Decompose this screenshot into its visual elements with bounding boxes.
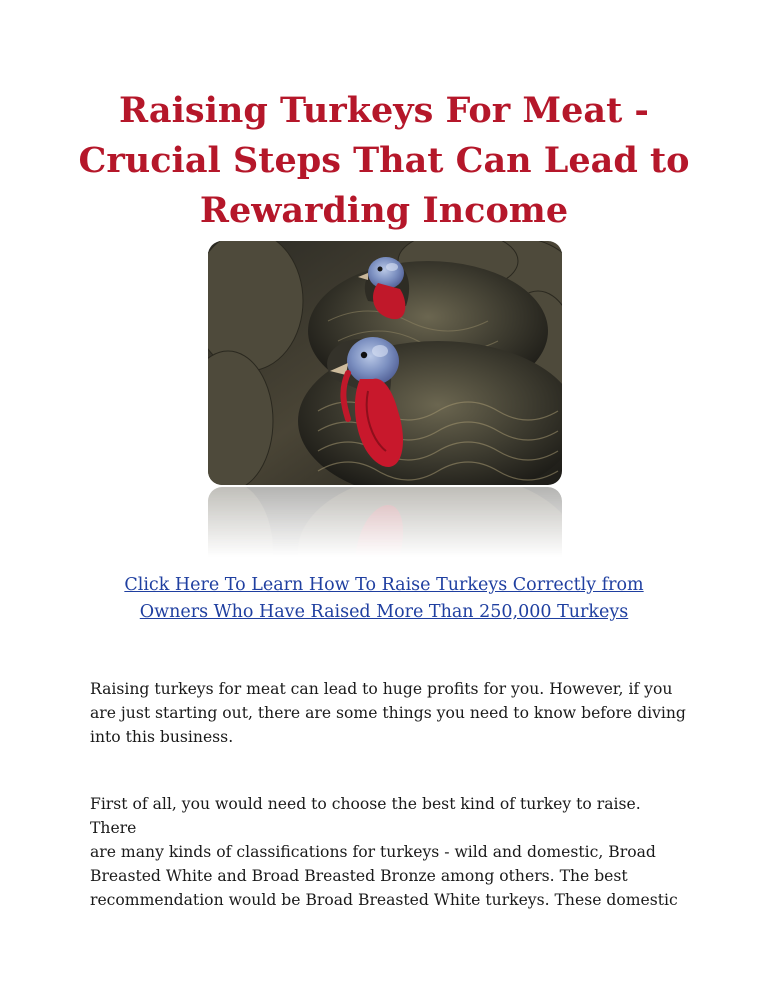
promo-link-block [90, 572, 678, 626]
turkey-photo-figure [208, 241, 562, 557]
title-line: Rewarding Income [199, 190, 569, 231]
paragraph-line: are many kinds of classifications for turkeys - wild and domestic, Broad [90, 843, 656, 861]
paragraph-line: into this business. [90, 728, 234, 746]
page-title [60, 86, 708, 236]
paragraph-line: are just starting out, there are some things you need to know before diving [90, 704, 686, 722]
title-line: Raising Turkeys For Meat - [119, 90, 649, 131]
title-line: Crucial Steps That Can Lead to [78, 140, 690, 181]
paragraph-intro [90, 677, 690, 749]
promo-link-line: Owners Who Have Raised More Than 250,000 Turkeys [139, 602, 629, 622]
paragraph-breeds [90, 792, 690, 912]
turkeys-photo-reflection [208, 487, 562, 557]
paragraph-line: Raising turkeys for meat can lead to huge profits for you. However, if you [90, 680, 673, 698]
turkeys-photo [208, 241, 562, 485]
paragraph-line: Breasted White and Broad Breasted Bronze among others. The best [90, 867, 628, 885]
promo-link[interactable] [124, 575, 643, 622]
paragraph-line: recommendation would be Broad Breasted White turkeys. These domestic [90, 891, 678, 909]
promo-link-line: Click Here To Learn How To Raise Turkeys Correctly from [124, 575, 644, 595]
paragraph-line: First of all, you would need to choose the best kind of turkey to raise. There [90, 795, 641, 837]
